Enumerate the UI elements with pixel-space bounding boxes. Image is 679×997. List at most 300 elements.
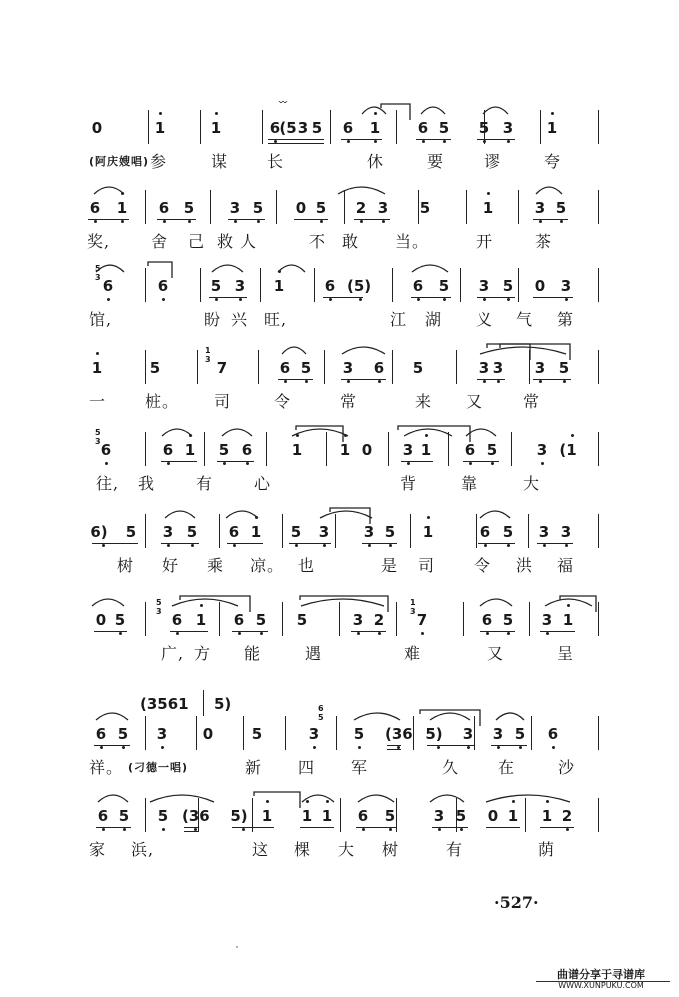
time-underline bbox=[268, 143, 324, 144]
time-underline bbox=[533, 219, 568, 220]
note-digit: 1 bbox=[210, 119, 222, 137]
octave-dot-low bbox=[566, 828, 569, 831]
lyric: 不 bbox=[309, 232, 327, 251]
lyric-line bbox=[0, 151, 679, 175]
octave-dot-low bbox=[460, 828, 463, 831]
octave-dot-low bbox=[161, 746, 164, 749]
lyric-line bbox=[0, 391, 679, 415]
time-underline bbox=[227, 543, 263, 544]
note-digit: 5 bbox=[290, 523, 302, 541]
time-underline bbox=[537, 543, 573, 544]
slur bbox=[212, 265, 243, 272]
note-digit: 0 bbox=[361, 441, 373, 459]
time-underline bbox=[477, 297, 515, 298]
grace-mark: 1 3 bbox=[410, 598, 416, 616]
octave-dot-low bbox=[105, 462, 108, 465]
lyric: 也 bbox=[298, 556, 316, 575]
note-digit: 3 bbox=[342, 359, 354, 377]
slur-layer bbox=[0, 782, 679, 822]
octave-dot-low bbox=[565, 298, 568, 301]
octave-dot-low bbox=[238, 632, 241, 635]
note-digit: 2 bbox=[355, 199, 367, 217]
lyric: 令 bbox=[274, 392, 292, 411]
octave-dot-low bbox=[167, 544, 170, 547]
octave-dot-low bbox=[443, 140, 446, 143]
lyric: 有 bbox=[196, 474, 214, 493]
note-digit: 3 bbox=[538, 523, 550, 541]
note-digit: 5 bbox=[210, 277, 222, 295]
octave-dot-low bbox=[329, 298, 332, 301]
lyric: 谋 bbox=[211, 152, 229, 171]
note-digit: 1 bbox=[291, 441, 303, 459]
note-digit: 5 bbox=[300, 359, 312, 377]
lyric: 司 bbox=[214, 392, 232, 411]
note-digit: 6 bbox=[241, 441, 253, 459]
score-line bbox=[0, 598, 679, 640]
note-digit: 1 bbox=[116, 199, 128, 217]
interlude-note: (3561 bbox=[140, 695, 189, 713]
slur bbox=[358, 795, 394, 802]
lyric-line bbox=[0, 555, 679, 579]
watermark-text: 曲谱分享于寻谱库 bbox=[557, 968, 645, 981]
slur bbox=[430, 795, 464, 802]
lyric: 开 bbox=[476, 232, 494, 251]
time-underline bbox=[356, 827, 397, 828]
note-digit: 3 bbox=[478, 359, 490, 377]
time-underline bbox=[387, 749, 401, 750]
note-digit: 1 bbox=[250, 523, 262, 541]
octave-dot-low bbox=[497, 746, 500, 749]
lyric: 人 bbox=[240, 232, 258, 251]
lyric-line bbox=[0, 643, 679, 667]
note-digit: (36 bbox=[182, 807, 210, 825]
lyric: 敢 bbox=[342, 232, 360, 251]
note-digit: 3 bbox=[402, 441, 414, 459]
note-digit: 5) bbox=[425, 725, 443, 743]
octave-dot-low bbox=[541, 462, 544, 465]
interlude-note: 5) bbox=[214, 695, 232, 713]
time-underline bbox=[170, 631, 208, 632]
octave-dot-low bbox=[359, 298, 362, 301]
tie-bracket bbox=[148, 262, 172, 278]
lyric-line bbox=[0, 473, 679, 497]
lyric: 馆, bbox=[89, 310, 113, 329]
slur bbox=[301, 599, 384, 606]
slur bbox=[150, 795, 214, 802]
time-underline bbox=[411, 297, 451, 298]
time-underline bbox=[94, 745, 130, 746]
octave-dot-low bbox=[438, 828, 441, 831]
slur bbox=[302, 795, 334, 802]
time-underline bbox=[416, 139, 451, 140]
lyric: 背 bbox=[400, 474, 418, 493]
grace-mark: 1 3 bbox=[205, 346, 211, 364]
lyric: 福 bbox=[557, 556, 575, 575]
note-digit: 3 bbox=[234, 277, 246, 295]
lyric: 气 bbox=[516, 310, 534, 329]
note-digit: 5 bbox=[353, 725, 365, 743]
note-digit: 5 bbox=[251, 725, 263, 743]
note-digit: 5 bbox=[252, 199, 264, 217]
note-digit: 3 bbox=[478, 277, 490, 295]
lyric: 呈 bbox=[557, 644, 575, 663]
time-underline bbox=[323, 297, 363, 298]
score-line bbox=[0, 806, 679, 836]
time-underline bbox=[294, 219, 328, 220]
note-digit: 0 bbox=[295, 199, 307, 217]
lyric: 在 bbox=[498, 758, 516, 777]
octave-dot-low bbox=[242, 828, 245, 831]
note-digit: (5) bbox=[347, 277, 372, 295]
octave-dot-low bbox=[563, 380, 566, 383]
note-digit: (36 bbox=[385, 725, 413, 743]
octave-dot-low bbox=[162, 828, 165, 831]
octave-dot-low bbox=[191, 544, 194, 547]
lyric: 军 bbox=[351, 758, 369, 777]
interlude-line bbox=[0, 694, 679, 724]
lyric: 广, bbox=[161, 644, 185, 663]
score-line bbox=[0, 98, 679, 148]
slur-layer bbox=[0, 416, 679, 456]
octave-dot-low bbox=[483, 380, 486, 383]
slur bbox=[404, 429, 452, 436]
octave-dot-low bbox=[539, 220, 542, 223]
lyric: 能 bbox=[244, 644, 262, 663]
slur bbox=[222, 429, 252, 436]
lyric: 往, bbox=[96, 474, 120, 493]
lyric: 救 bbox=[217, 232, 235, 251]
note-digit: 6 bbox=[233, 611, 245, 629]
note-digit: 7 bbox=[216, 359, 228, 377]
octave-dot-low bbox=[407, 462, 410, 465]
lyric: 当。 bbox=[395, 232, 430, 251]
octave-dot-low bbox=[257, 220, 260, 223]
slur bbox=[98, 795, 128, 802]
octave-dot-low bbox=[417, 298, 420, 301]
time-underline bbox=[533, 379, 571, 380]
lyric: 司 bbox=[418, 556, 436, 575]
note-digit: 3 bbox=[433, 807, 445, 825]
note-digit: 5 bbox=[412, 359, 424, 377]
octave-dot-low bbox=[422, 140, 425, 143]
note-digit: 0 bbox=[487, 807, 499, 825]
octave-dot-low bbox=[389, 828, 392, 831]
slur bbox=[545, 599, 592, 606]
slur-layer bbox=[0, 586, 679, 626]
note-digit: 6 bbox=[357, 807, 369, 825]
time-underline bbox=[184, 831, 198, 832]
tie-bracket bbox=[180, 596, 250, 612]
lyric: 来 bbox=[415, 392, 433, 411]
lyric: 江 bbox=[390, 310, 408, 329]
note-digit: 3 bbox=[560, 277, 572, 295]
octave-dot-low bbox=[167, 462, 170, 465]
time-underline bbox=[228, 219, 265, 220]
octave-dot-low bbox=[246, 462, 249, 465]
octave-dot-low bbox=[284, 380, 287, 383]
note-digit: 5 bbox=[255, 611, 267, 629]
note-digit: 6 bbox=[158, 199, 170, 217]
time-underline bbox=[478, 543, 515, 544]
slur-layer bbox=[0, 252, 679, 292]
note-digit: 1 bbox=[541, 807, 553, 825]
note-digit: 3 bbox=[534, 199, 546, 217]
note-digit: 1 bbox=[482, 199, 494, 217]
lyric: 靠 bbox=[461, 474, 479, 493]
octave-dot-low bbox=[507, 544, 510, 547]
time-underline bbox=[540, 631, 575, 632]
octave-dot-low bbox=[347, 380, 350, 383]
note-digit: 6 bbox=[373, 359, 385, 377]
grace-mark: 6 5 bbox=[318, 704, 324, 722]
note-digit: 6 bbox=[171, 611, 183, 629]
note-digit: 5 bbox=[502, 611, 514, 629]
lyric-line bbox=[0, 757, 679, 781]
note-digit: 5 bbox=[514, 725, 526, 743]
note-digit: (1 bbox=[559, 441, 577, 459]
slur bbox=[172, 599, 238, 606]
lyric: 遇 bbox=[305, 644, 323, 663]
octave-dot-low bbox=[215, 298, 218, 301]
note-digit: 3 bbox=[560, 523, 572, 541]
note-digit: 1 bbox=[546, 119, 558, 137]
time-underline bbox=[362, 543, 397, 544]
score-line bbox=[0, 346, 679, 388]
octave-dot-low bbox=[565, 544, 568, 547]
note-digit: 3 bbox=[492, 359, 504, 377]
lyric: 心 bbox=[254, 474, 272, 493]
octave-dot-low bbox=[421, 632, 424, 635]
note-digit: 5 bbox=[311, 119, 323, 137]
lyric: 难 bbox=[404, 644, 422, 663]
lyric: 己 bbox=[188, 232, 206, 251]
octave-dot-low bbox=[362, 828, 365, 831]
slur bbox=[292, 429, 348, 436]
octave-dot-low bbox=[295, 544, 298, 547]
note-digit: 5 bbox=[183, 199, 195, 217]
note-digit: 5 bbox=[296, 611, 308, 629]
octave-dot-low bbox=[233, 544, 236, 547]
slur bbox=[94, 187, 124, 194]
note-digit: 3 bbox=[377, 199, 389, 217]
note-digit: 1 bbox=[507, 807, 519, 825]
slur-layer bbox=[0, 94, 679, 134]
note-digit: 5 bbox=[218, 441, 230, 459]
note-digit: 6 bbox=[162, 441, 174, 459]
slur bbox=[278, 265, 305, 272]
note-digit: 3 bbox=[492, 725, 504, 743]
time-underline bbox=[232, 631, 268, 632]
note-digit: 5 bbox=[117, 725, 129, 743]
time-underline bbox=[341, 379, 386, 380]
lyric: 兴 bbox=[231, 310, 249, 329]
time-underline bbox=[161, 461, 197, 462]
octave-dot-low bbox=[323, 544, 326, 547]
note-digit: 1 bbox=[184, 441, 196, 459]
note-digit: 6 bbox=[89, 199, 101, 217]
note-digit: 3 bbox=[297, 119, 309, 137]
time-underline bbox=[184, 827, 198, 828]
note-digit: 1 bbox=[420, 441, 432, 459]
lyric: 奖, bbox=[87, 232, 111, 251]
note-digit: 1 bbox=[261, 807, 273, 825]
lyric: 方 bbox=[194, 644, 212, 663]
octave-dot-low bbox=[543, 544, 546, 547]
note-digit: 0 bbox=[534, 277, 546, 295]
lyric: 凉。 bbox=[250, 556, 285, 575]
octave-dot-low bbox=[100, 746, 103, 749]
page-number: ·527· bbox=[494, 893, 539, 912]
note-digit: 6 bbox=[157, 277, 169, 295]
note-digit: 5 bbox=[118, 807, 130, 825]
lyric: 久 bbox=[442, 758, 460, 777]
note-digit: 7 bbox=[416, 611, 428, 629]
lyric: 常 bbox=[340, 392, 358, 411]
lyric-line bbox=[0, 839, 679, 863]
octave-dot-low bbox=[320, 220, 323, 223]
grace-mark: 5 3 bbox=[95, 264, 101, 282]
octave-dot-low bbox=[102, 544, 105, 547]
slur bbox=[412, 265, 448, 272]
octave-dot-low bbox=[119, 632, 122, 635]
note-digit: 3 bbox=[229, 199, 241, 217]
octave-dot-low bbox=[507, 298, 510, 301]
octave-dot-low bbox=[483, 298, 486, 301]
note-digit: 1 bbox=[339, 441, 351, 459]
time-underline bbox=[480, 631, 515, 632]
lyric: 第 bbox=[557, 310, 575, 329]
lyric: 义 bbox=[476, 310, 494, 329]
time-underline bbox=[161, 543, 199, 544]
lyric: 茶 bbox=[535, 232, 553, 251]
note-digit: 6 bbox=[479, 523, 491, 541]
time-underline bbox=[491, 745, 527, 746]
score-line bbox=[0, 264, 679, 306]
lyric: 好 bbox=[162, 556, 180, 575]
tie-bracket bbox=[330, 508, 370, 524]
time-underline bbox=[401, 461, 433, 462]
note-digit: 1 bbox=[273, 277, 285, 295]
note-digit: 6 bbox=[324, 277, 336, 295]
note-digit: 3 bbox=[156, 725, 168, 743]
time-underline bbox=[96, 827, 131, 828]
note-digit: 6 bbox=[547, 725, 559, 743]
note-digit: 3 bbox=[162, 523, 174, 541]
note-digit: 5) bbox=[230, 807, 248, 825]
note-digit: 5 bbox=[384, 807, 396, 825]
octave-dot-low bbox=[107, 298, 110, 301]
lyric: 休 bbox=[367, 152, 385, 171]
lyric: 新 bbox=[245, 758, 263, 777]
note-digit: 5 bbox=[438, 277, 450, 295]
octave-dot-low bbox=[234, 220, 237, 223]
octave-dot-low bbox=[358, 746, 361, 749]
lyric: 长 bbox=[267, 152, 285, 171]
octave-dot-low bbox=[94, 220, 97, 223]
lyric: 四 bbox=[298, 758, 316, 777]
slur bbox=[480, 347, 566, 354]
time-underline bbox=[477, 379, 505, 380]
lyric: 湖 bbox=[425, 310, 443, 329]
note-digit: 6 bbox=[342, 119, 354, 137]
octave-dot-low bbox=[437, 746, 440, 749]
lyric: 又 bbox=[487, 644, 505, 663]
lyric: 常 bbox=[523, 392, 541, 411]
note-digit: 2 bbox=[373, 611, 385, 629]
octave-dot-low bbox=[484, 544, 487, 547]
octave-dot-low bbox=[486, 632, 489, 635]
note-digit: 6 bbox=[102, 277, 114, 295]
note-digit: 5 bbox=[438, 119, 450, 137]
octave-dot-low bbox=[313, 746, 316, 749]
lyric: 大 bbox=[338, 840, 356, 859]
note-digit: 5 bbox=[186, 523, 198, 541]
note-digit: 6 bbox=[100, 441, 112, 459]
lyric: 旺, bbox=[264, 310, 288, 329]
octave-dot-low bbox=[560, 220, 563, 223]
note-digit: 0 bbox=[91, 119, 103, 137]
score-line bbox=[0, 198, 679, 228]
slur-layer bbox=[0, 334, 679, 374]
octave-dot-low bbox=[519, 746, 522, 749]
time-underline bbox=[268, 139, 324, 140]
note-digit: 6 bbox=[228, 523, 240, 541]
octave-dot-low bbox=[102, 828, 105, 831]
note-digit: 3 bbox=[318, 523, 330, 541]
lyric: 大 bbox=[523, 474, 541, 493]
note-digit: 3 bbox=[502, 119, 514, 137]
watermark-url: WWW.XUNPUKU.COM bbox=[558, 981, 644, 990]
note-digit: 6 bbox=[412, 277, 424, 295]
octave-dot-low bbox=[467, 746, 470, 749]
note-digit: 6 bbox=[269, 119, 281, 137]
note-digit: 6 bbox=[417, 119, 429, 137]
note-digit: 6) bbox=[90, 523, 108, 541]
note-digit: 5 bbox=[558, 359, 570, 377]
time-underline bbox=[232, 827, 274, 828]
octave-dot-low bbox=[507, 140, 510, 143]
octave-dot-low bbox=[188, 220, 191, 223]
time-underline bbox=[533, 297, 573, 298]
note-digit: 0 bbox=[95, 611, 107, 629]
watermark bbox=[530, 968, 672, 991]
octave-dot-low bbox=[368, 544, 371, 547]
note-digit: 5 bbox=[555, 199, 567, 217]
lyric: 舍 bbox=[151, 232, 169, 251]
tie-bracket bbox=[381, 104, 410, 120]
note-digit: 6 bbox=[464, 441, 476, 459]
note-digit: 5 bbox=[384, 523, 396, 541]
time-underline bbox=[486, 827, 520, 828]
tie-bracket bbox=[254, 792, 300, 808]
slur bbox=[338, 187, 385, 194]
scan-speck bbox=[236, 946, 238, 948]
time-underline bbox=[289, 543, 331, 544]
time-underline bbox=[477, 139, 515, 140]
note-digit: 1 bbox=[301, 807, 313, 825]
lyric: 令 bbox=[474, 556, 492, 575]
note-digit: 3 bbox=[541, 611, 553, 629]
time-underline bbox=[354, 219, 390, 220]
lyric: 有 bbox=[446, 840, 464, 859]
lyric: 祥。 bbox=[89, 758, 124, 777]
time-underline bbox=[351, 631, 386, 632]
octave-dot-low bbox=[162, 298, 165, 301]
octave-dot-low bbox=[223, 462, 226, 465]
octave-dot-low bbox=[378, 380, 381, 383]
grace-mark: 〰 bbox=[279, 98, 287, 107]
note-digit: 1 bbox=[369, 119, 381, 137]
